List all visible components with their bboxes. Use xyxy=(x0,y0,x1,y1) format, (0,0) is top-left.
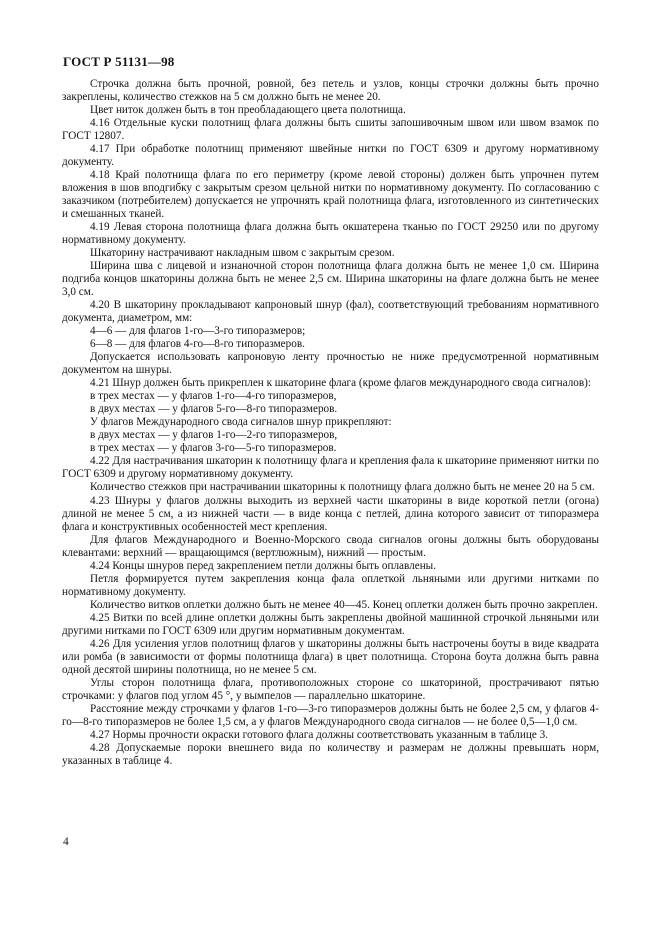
paragraph: 4.22 Для настрачивания шкаторин к полотнищу флага и крепления фала к шкаторине применяют нитки по ГОСТ 6309 и другому нормативному документу. xyxy=(62,455,599,481)
list-item: в трех местах — у флагов 3-го—5-го типоразмеров. xyxy=(90,442,337,455)
paragraph: 4.18 Край полотнища флага по его периметру (кроме левой стороны) должен быть упрочнен путем вложения в шов вподгибку с закрытым срезом цельной нитки по нормативному документу. По согласованию с заказчиком (потребителем) допускается не упрочнять край полотнища флага, изготовленного из синтетических и смешанных тканей. xyxy=(62,169,599,221)
paragraph: Строчка должна быть прочной, ровной, без петель и узлов, концы строчки должны быть прочно закреплены, количество стежков на 5 см должно быть не менее 20. xyxy=(62,78,599,104)
paragraph: 4.16 Отдельные куски полотнищ флага должны быть сшиты запошивочным швом или швом взамок по ГОСТ 12807. xyxy=(62,117,599,143)
document-body xyxy=(62,78,599,768)
paragraph: Количество стежков при настрачивании шкаторины к полотнищу флага должно быть не менее 20 на 5 см. xyxy=(90,481,595,494)
paragraph: 4.25 Витки по всей длине оплетки должны быть закреплены двойной машинной строчкой льняными или другими нитками по ГОСТ 6309 или другим нормативным документам. xyxy=(62,611,599,637)
paragraph: 4.26 Для усиления углов полотнищ флагов у шкаторины должны быть настрочены боуты в виде квадрата или ромба (в зависимости от формы полотнища флага) в цвет полотнища. Сторона боута должна быть равна одной десятой ширины полотнища, но не менее 5 см. xyxy=(62,637,599,676)
list-item: 4—6 — для флагов 1-го—3-го типоразмеров; xyxy=(90,325,306,338)
paragraph: 4.19 Левая сторона полотнища флага должна быть окшатерена тканью по ГОСТ 29250 или по другому нормативному документу. xyxy=(62,221,599,247)
paragraph: 4.17 При обработке полотнищ применяют швейные нитки по ГОСТ 6309 и другому нормативному документу. xyxy=(62,143,599,169)
paragraph: Петля формируется путем закрепления конца фала оплеткой льняными или другими нитками по нормативному документу. xyxy=(62,572,599,598)
list-item: 6—8 — для флагов 4-го—8-го типоразмеров. xyxy=(90,338,305,351)
paragraph: 4.27 Нормы прочности окраски готового флага должны соответствовать указанным в таблице 3. xyxy=(90,728,548,741)
paragraph: Цвет ниток должен быть в тон преобладающего цвета полотнища. xyxy=(90,104,406,117)
paragraph: Расстояние между строчками у флагов 1-го—3-го типоразмеров должны быть не более 2,5 см, у флагов 4-го—8-го типоразмеров не более 1,5 см, а у флагов Международного свода сигналов — не более 0,5—1,0 см. xyxy=(62,702,599,728)
paragraph: У флагов Международного свода сигналов шнур прикрепляют: xyxy=(90,416,392,429)
paragraph: Количество витков оплетки должно быть не менее 40—45. Конец оплетки должен быть прочно закреплен. xyxy=(90,598,598,611)
list-item: в двух местах — у флагов 5-го—8-го типоразмеров. xyxy=(90,403,338,416)
page-number: 4 xyxy=(63,836,69,848)
paragraph: 4.23 Шнуры у флагов должны выходить из верхней части шкаторины в виде короткой петли (огона) длиной не менее 5 см, а из нижней части — в виде конца с петлей, длина которого зависит от типоразмера флага и конструктивных особенностей мест крепления. xyxy=(62,494,599,533)
paragraph: Допускается использовать капроновую ленту прочностью не ниже предусмотренной нормативным документом на шнуры. xyxy=(62,351,599,377)
list-item: в двух местах — у флагов 1-го—2-го типоразмеров, xyxy=(90,429,338,442)
paragraph: 4.24 Концы шнуров перед закреплением петли должны быть оплавлены. xyxy=(90,559,436,572)
paragraph: Для флагов Международного и Военно-Морского свода сигналов огоны должны быть оборудованы клевантами: верхний — вращающимся (вертлюжным), нижний — простым. xyxy=(62,533,599,559)
paragraph: Шкаторину настрачивают накладным швом с закрытым срезом. xyxy=(90,247,395,260)
paragraph: 4.28 Допускаемые пороки внешнего вида по количеству и размерам не должны превышать норм, указанных в таблице 4. xyxy=(62,741,599,767)
paragraph: 4.21 Шнур должен быть прикреплен к шкаторине флага (кроме флагов международного свода сигналов): xyxy=(90,377,591,390)
paragraph: Углы сторон полотнища флага, противоположных стороне со шкаториной, прострачивают пятью строчками: у флагов под углом 45 °, у вымпелов — параллельно шкаторине. xyxy=(62,676,599,702)
list-item: в трех местах — у флагов 1-го—4-го типоразмеров, xyxy=(90,390,337,403)
document-header: ГОСТ Р 51131—98 xyxy=(63,54,175,69)
paragraph: 4.20 В шкаторину прокладывают капроновый шнур (фал), соответствующий требованиям нормативного документа, диаметром, мм: xyxy=(62,299,599,325)
paragraph: Ширина шва с лицевой и изнаночной сторон полотнища флага должна быть не менее 1,0 см. Ширина подгиба концов шкаторины должна быть не менее 2,5 см. Ширина шкаторины на флаге должна быть не менее 3,0 см. xyxy=(62,260,599,299)
